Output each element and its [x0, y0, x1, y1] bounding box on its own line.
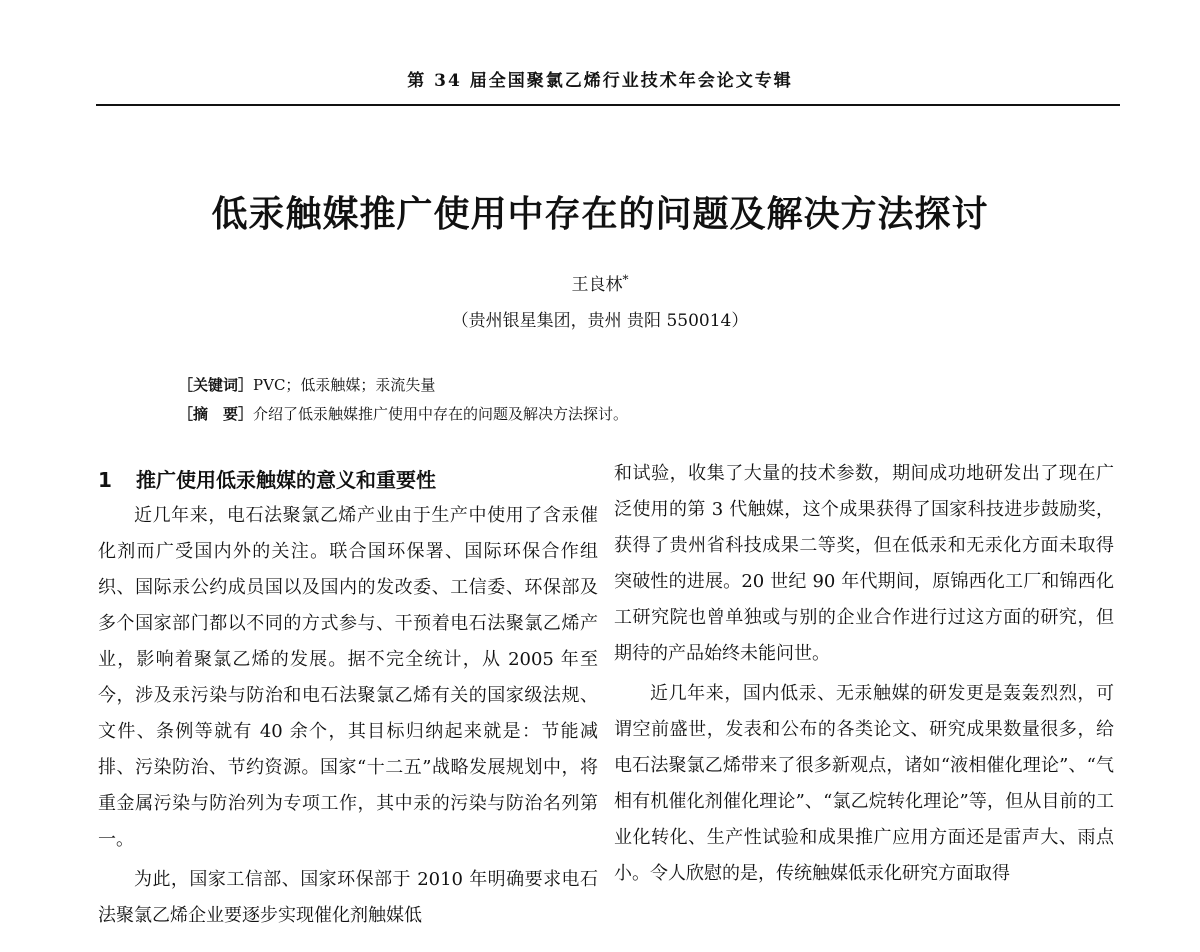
header-rule: [96, 104, 1120, 106]
abstract-label: ［摘 要］: [178, 405, 254, 423]
left-column: [98, 462, 598, 934]
abstract-text: 介绍了低汞触媒推广使用中存在的问题及解决方法探讨。: [253, 405, 629, 423]
right-paragraph-1: 和试验，收集了大量的技术参数，期间成功地研发出了现在广泛使用的第 3 代触媒，这个成果获得了国家科技进步鼓励奖，获得了贵州省科技成果二等奖，但在低汞和无汞化方面未取得突破性的进展。20 世纪 90 年代期间，原锦西化工厂和锦西化工研究院也曾单独或与别的企业合作进行过这方面的研究，但期待的产品始终未能问世。: [614, 463, 1114, 664]
section-title: 推广使用低汞触媒的意义和重要性: [136, 468, 436, 492]
left-paragraph-2: 为此，国家工信部、国家环保部于 2010 年明确要求电石法聚氯乙烯企业要逐步实现催化剂触媒低: [98, 869, 598, 926]
paper-title: 低汞触媒推广使用中存在的问题及解决方法探讨: [211, 194, 989, 235]
right-column: [614, 456, 1114, 892]
keywords-line: [178, 374, 435, 395]
running-header: 第 34 届全国聚氯乙烯行业技术年会论文专辑: [407, 71, 793, 91]
section-number: 1: [98, 468, 112, 492]
keywords-text: PVC；低汞触媒；汞流失量: [253, 376, 436, 394]
author-footnote-mark: *: [622, 272, 629, 287]
affiliation: （贵州银星集团，贵州 贵阳 550014）: [451, 311, 749, 331]
abstract-line: [178, 403, 628, 424]
keywords-label: ［关键词］: [178, 376, 254, 394]
section-heading: [98, 462, 598, 498]
author-name: 王良林: [571, 275, 623, 295]
left-paragraph-1: 近几年来，电石法聚氯乙烯产业由于生产中使用了含汞催化剂而广受国内外的关注。联合国环保署、国际环保合作组织、国际汞公约成员国以及国内的发改委、工信委、环保部及多个国家部门都以不同的方式参与、干预着电石法聚氯乙烯产业，影响着聚氯乙烯的发展。据不完全统计，从 2005 年至今，涉及汞污染与防治和电石法聚氯乙烯有关的国家级法规、文件、条例等就有 40 余个，其目标归纳起来就是：节能减排、污染防治、节约资源。国家“十二五”战略发展规划中，将重金属污染与防治列为专项工作，其中汞的污染与防治名列第一。: [98, 505, 598, 850]
author-line: [0, 270, 1200, 295]
right-paragraph-2: 近几年来，国内低汞、无汞触媒的研发更是轰轰烈烈，可谓空前盛世，发表和公布的各类论文、研究成果数量很多，给电石法聚氯乙烯带来了很多新观点，诸如“液相催化理论”、“气相有机催化剂催化理论”、“氯乙烷转化理论”等，但从目前的工业化转化、生产性试验和成果推广应用方面还是雷声大、雨点小。令人欣慰的是，传统触媒低汞化研究方面取得: [614, 683, 1114, 884]
